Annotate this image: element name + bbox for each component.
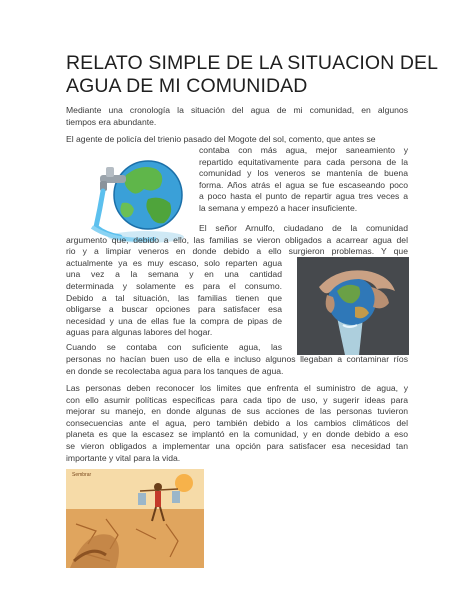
text-line: El agente de policía del trienio pasado del Mogote del sol, comento, que antes se xyxy=(66,134,376,144)
text-line: necesidad y una de ellas fue la compra de pipas de xyxy=(66,315,282,326)
title-line: RELATO SIMPLE DE LA SITUACION DEL xyxy=(66,52,439,74)
paragraph-usage xyxy=(66,342,282,354)
text-line: una vez a la semana y en una cantidad xyxy=(66,269,282,280)
text-line: repartido equitativamente para cada persona de la xyxy=(199,156,408,167)
title-line: AGUA DE MI COMUNIDAD xyxy=(66,75,308,97)
paragraph-arnulfo xyxy=(199,223,408,235)
paragraph-limits xyxy=(66,383,408,464)
hand-squeezing-earth-icon xyxy=(297,257,409,355)
text-line: Cuando se contaba con suficiente agua, las xyxy=(66,342,282,353)
page-title xyxy=(66,52,439,98)
text-line: tiempos era abundante. xyxy=(66,116,157,127)
text-line: planeta es que la escasez se implantó en la comunidad, y en donde debido a eso xyxy=(66,429,408,440)
text-line: a poco hasta el punto de repartir agua tres veces a xyxy=(199,191,408,202)
paragraph-usage-full xyxy=(66,354,408,377)
paragraph-police-agent xyxy=(66,134,408,146)
globe-faucet-icon xyxy=(86,145,187,246)
text-line: importante y vital para la vida. xyxy=(66,452,181,463)
paragraph-intro xyxy=(66,105,408,128)
text-line: obligarse a buscar opciones para satisfacer esa xyxy=(66,304,282,315)
text-line: personas no hacían buen uso de ella e incluso algunos llegaban a contaminar ríos xyxy=(66,354,408,364)
text-line: El señor Arnulfo, ciudadano de la comunidad xyxy=(199,223,408,233)
figure-caption: Sembrar xyxy=(72,472,92,478)
text-line: se vieron obligados a implementar una opción para satisfacer esa necesidad tan xyxy=(66,440,408,451)
text-line: aguas para algunas labores del hogar. xyxy=(66,327,213,338)
paragraph-arnulfo-full xyxy=(66,235,408,258)
text-line: en donde se recolectaba agua para los tanques de agua. xyxy=(66,365,284,376)
text-line: argumento que, debido a ello, las familias se vieron obligados a acarrear agua del xyxy=(66,234,408,245)
paragraph-arnulfo-cont xyxy=(66,258,282,339)
text-line: Mediante una cronología la situación del agua de mi comunidad, en algunos xyxy=(66,105,408,115)
drought-water-carrier-icon xyxy=(66,469,204,568)
text-line: mejorar su manejo, en donde algunas de sus acciones de las personas tuvieron xyxy=(66,406,408,417)
text-line: actualmente ya es muy escaso, solo reparten agua xyxy=(66,257,282,268)
text-line: contaba con más agua, mejor saneamiento y xyxy=(199,145,408,155)
text-line: comunidad y los veneros se mantenía de buena xyxy=(199,168,408,179)
text-line: rio y a limpiar veneros en donde debido a ello surgieron problemas. Y que xyxy=(66,246,408,257)
text-line: forma. Años atrás el agua se fue escaseando poco xyxy=(199,179,408,190)
text-line: consecuencias ante el agua, pero también debido a los cambios climáticos del xyxy=(66,417,408,428)
text-line: Las personas deben reconocer los limites que enfrenta el suministro de agua, y xyxy=(66,383,408,393)
paragraph-police-agent-cont xyxy=(199,145,408,215)
text-line: Debido a tal situación, las familias tienen que xyxy=(66,292,282,303)
text-line: con ello asumir políticas especificas para cada tipo de uso, y sugerir ideas para xyxy=(66,394,408,405)
text-line: la semana y empezó a hacer insuficiente. xyxy=(199,202,358,213)
text-line: determinada y solamente es para el consumo. xyxy=(66,280,282,291)
